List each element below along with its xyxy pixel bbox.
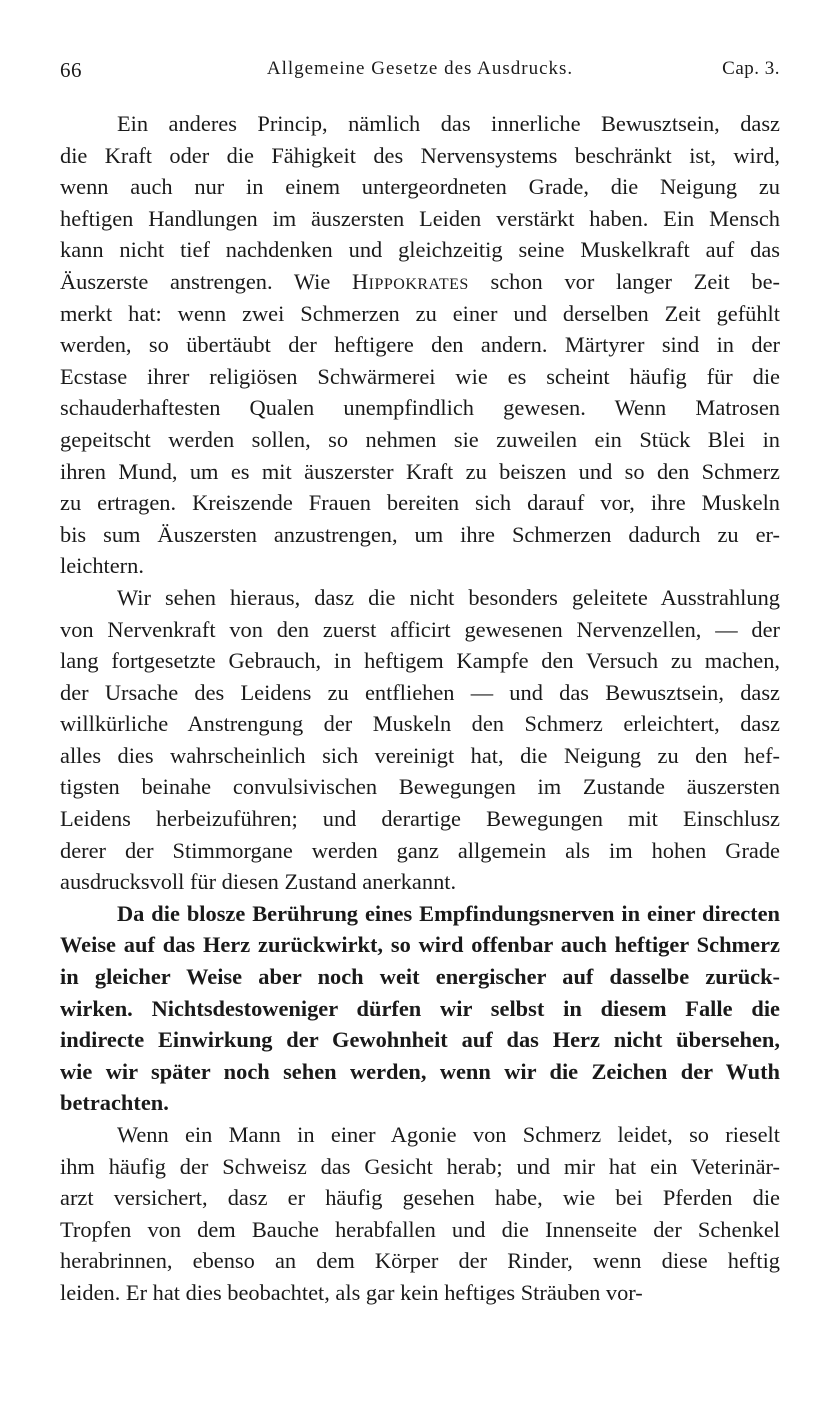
text-line: zu ertragen. Kreiszende Frauen bereiten sich darauf vor, ihre Muskeln bbox=[60, 490, 780, 516]
running-title: Allgemeine Gesetze des Ausdrucks. bbox=[266, 58, 574, 79]
text-line: alles dies wahrscheinlich sich vereinigt hat, die Neigung zu den hef- bbox=[60, 742, 780, 768]
text-line: ausdrucksvoll für diesen Zustand anerkannt. bbox=[60, 869, 457, 895]
author-name: Hippokrates bbox=[351, 268, 469, 294]
text-line: arzt versichert, dasz er häufig gesehen habe, wie bei Pferden die bbox=[60, 1185, 780, 1211]
text-line: Ecstase ihrer religiösen Schwärmerei wie es scheint häufig für die bbox=[60, 363, 780, 389]
text-line: wirken. Nichtsdestoweniger dürfen wir selbst in diesem Falle die bbox=[60, 995, 780, 1021]
text-line: ihren Mund, um es mit äuszerster Kraft zu beiszen und so den Schmerz bbox=[60, 458, 780, 484]
text-line: betrachten. bbox=[60, 1090, 169, 1116]
text-line: werden, so übertäubt der heftigere den andern. Märtyrer sind in der bbox=[60, 332, 780, 358]
text-line: willkürliche Anstrengung der Muskeln den Schmerz erleichtert, dasz bbox=[60, 711, 780, 737]
text-line: Wenn ein Mann in einer Agonie von Schmerz leidet, so rieselt bbox=[117, 1122, 780, 1147]
text-line: von Nervenkraft von den zuerst afficirt gewesenen Nervenzellen, — der bbox=[60, 616, 780, 642]
chapter-label: Cap. 3. bbox=[722, 58, 780, 79]
text-line: herabrinnen, ebenso an dem Körper der Rinder, wenn diese heftig bbox=[60, 1248, 780, 1274]
text-line: lang fortgesetzte Gebrauch, in heftigem Kampfe den Versuch zu machen, bbox=[60, 648, 780, 674]
paragraph bbox=[60, 1119, 780, 1309]
text-line: Wir sehen hieraus, dasz die nicht besonders geleitete Ausstrahlung bbox=[117, 584, 780, 610]
text-line: schauderhaftesten Qualen unempfindlich gewesen. Wenn Matrosen bbox=[60, 395, 780, 421]
text-line: tigsten beinahe convulsivischen Bewegungen im Zustande äuszersten bbox=[60, 774, 780, 800]
page-number: 66 bbox=[60, 58, 82, 82]
paragraph bbox=[60, 108, 780, 582]
text-line: in gleicher Weise aber noch weit energischer auf dasselbe zurück- bbox=[60, 964, 780, 990]
text-line: leichtern. bbox=[60, 553, 144, 579]
text-line: Ein anderes Princip, nämlich das innerliche Bewusztsein, dasz bbox=[117, 111, 780, 136]
body-text bbox=[60, 108, 780, 1309]
text-line: wie wir später noch sehen werden, wenn wir die Zeichen der Wuth bbox=[60, 1058, 780, 1084]
text-line: merkt hat: wenn zwei Schmerzen zu einer und derselben Zeit gefühlt bbox=[60, 300, 780, 326]
text-line: ihm häufig der Schweisz das Gesicht herab; und mir hat ein Veterinär- bbox=[60, 1153, 780, 1179]
paragraph bbox=[60, 898, 780, 1119]
text-line: Tropfen von dem Bauche herabfallen und die Innenseite der Schenkel bbox=[60, 1216, 780, 1242]
running-header bbox=[60, 58, 780, 88]
text-line: wenn auch nur in einem untergeordneten Grade, die Neigung zu bbox=[60, 174, 780, 200]
text-line: der Ursache des Leidens zu entfliehen — und das Bewusztsein, dasz bbox=[60, 679, 780, 705]
text-line: Weise auf das Herz zurückwirkt, so wird offenbar auch heftiger Schmerz bbox=[60, 932, 780, 958]
paragraph bbox=[60, 582, 780, 898]
text-line: gepeitscht werden sollen, so nehmen sie zuweilen ein Stück Blei in bbox=[60, 426, 780, 452]
text-line: Da die blosze Berührung eines Empfindungsnerven in einer directen bbox=[117, 900, 780, 926]
text-line: kann nicht tief nachdenken und gleichzeitig seine Muskelkraft auf das bbox=[60, 237, 780, 263]
text-line: die Kraft oder die Fähigkeit des Nervensystems beschränkt ist, wird, bbox=[60, 142, 780, 168]
text-line: Äuszerste anstrengen. Wie Hippokrates schon vor langer Zeit be- bbox=[60, 268, 780, 294]
text-line: Leidens herbeizuführen; und derartige Bewegungen mit Einschlusz bbox=[60, 806, 780, 832]
text-line: heftigen Handlungen im äuszersten Leiden verstärkt haben. Ein Mensch bbox=[60, 205, 780, 231]
text-line: derer der Stimmorgane werden ganz allgemein als im hohen Grade bbox=[60, 837, 780, 863]
text-line: indirecte Einwirkung der Gewohnheit auf das Herz nicht übersehen, bbox=[60, 1027, 780, 1053]
text-line: bis sum Äuszersten anzustrengen, um ihre Schmerzen dadurch zu er- bbox=[60, 521, 780, 547]
text-line: leiden. Er hat dies beobachtet, als gar kein heftiges Sträuben vor- bbox=[60, 1279, 643, 1305]
